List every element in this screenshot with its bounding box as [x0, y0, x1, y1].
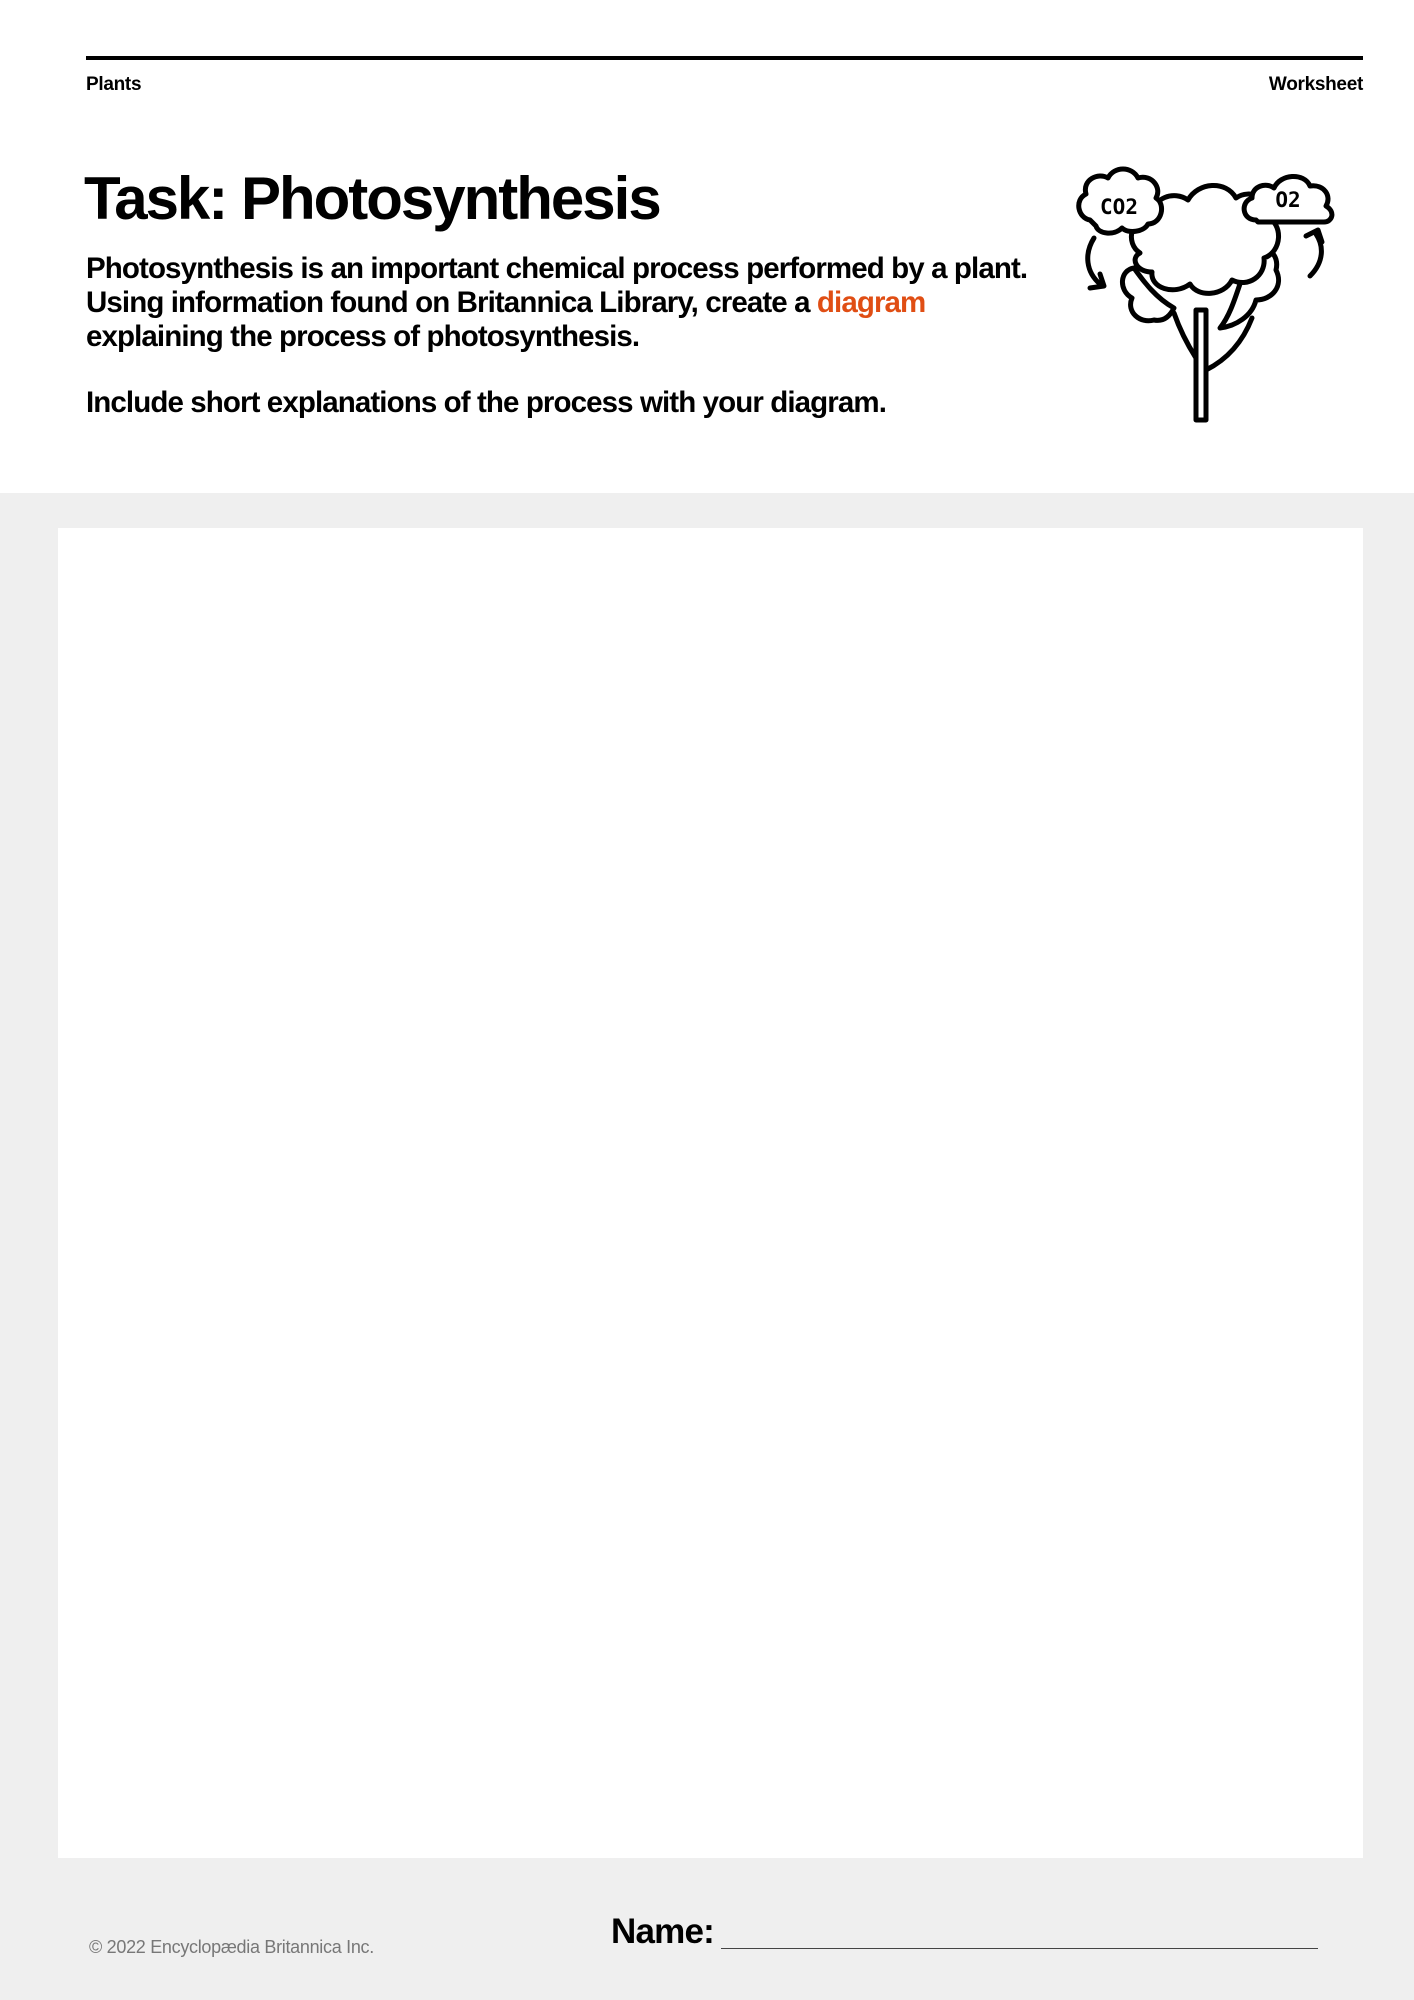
task-instructions: [86, 252, 1066, 354]
subject-label: Plants: [86, 74, 142, 95]
header-rule: [86, 56, 1363, 60]
name-field-line[interactable]: [721, 1948, 1318, 1949]
document-type-label: Worksheet: [1268, 74, 1363, 95]
instructions-text-end: explaining the process of photosynthesis.: [86, 320, 640, 353]
co2-cycle-arrow: [1088, 238, 1100, 284]
tree-branch-left: [1174, 313, 1196, 358]
tree-trunk: [1196, 310, 1206, 420]
instructions-keyword: diagram: [816, 286, 926, 319]
diagram-drawing-area[interactable]: [58, 528, 1363, 1858]
name-label: Name:: [611, 1912, 714, 1951]
include-note: Include short explanations of the process with your diagram.: [86, 386, 887, 419]
co2-label: CO2: [1100, 195, 1138, 219]
o2-label: O2: [1275, 188, 1301, 212]
copyright-notice: © 2022 Encyclopædia Britannica Inc.: [89, 1937, 374, 1957]
page-title: Task: Photosynthesis: [84, 165, 660, 232]
tree-co2-o2-cycle-icon: [1070, 158, 1340, 426]
instructions-text-start: Photosynthesis is an important chemical process performed by a plant. Using information found on Britannica Library, create a: [86, 252, 1028, 319]
